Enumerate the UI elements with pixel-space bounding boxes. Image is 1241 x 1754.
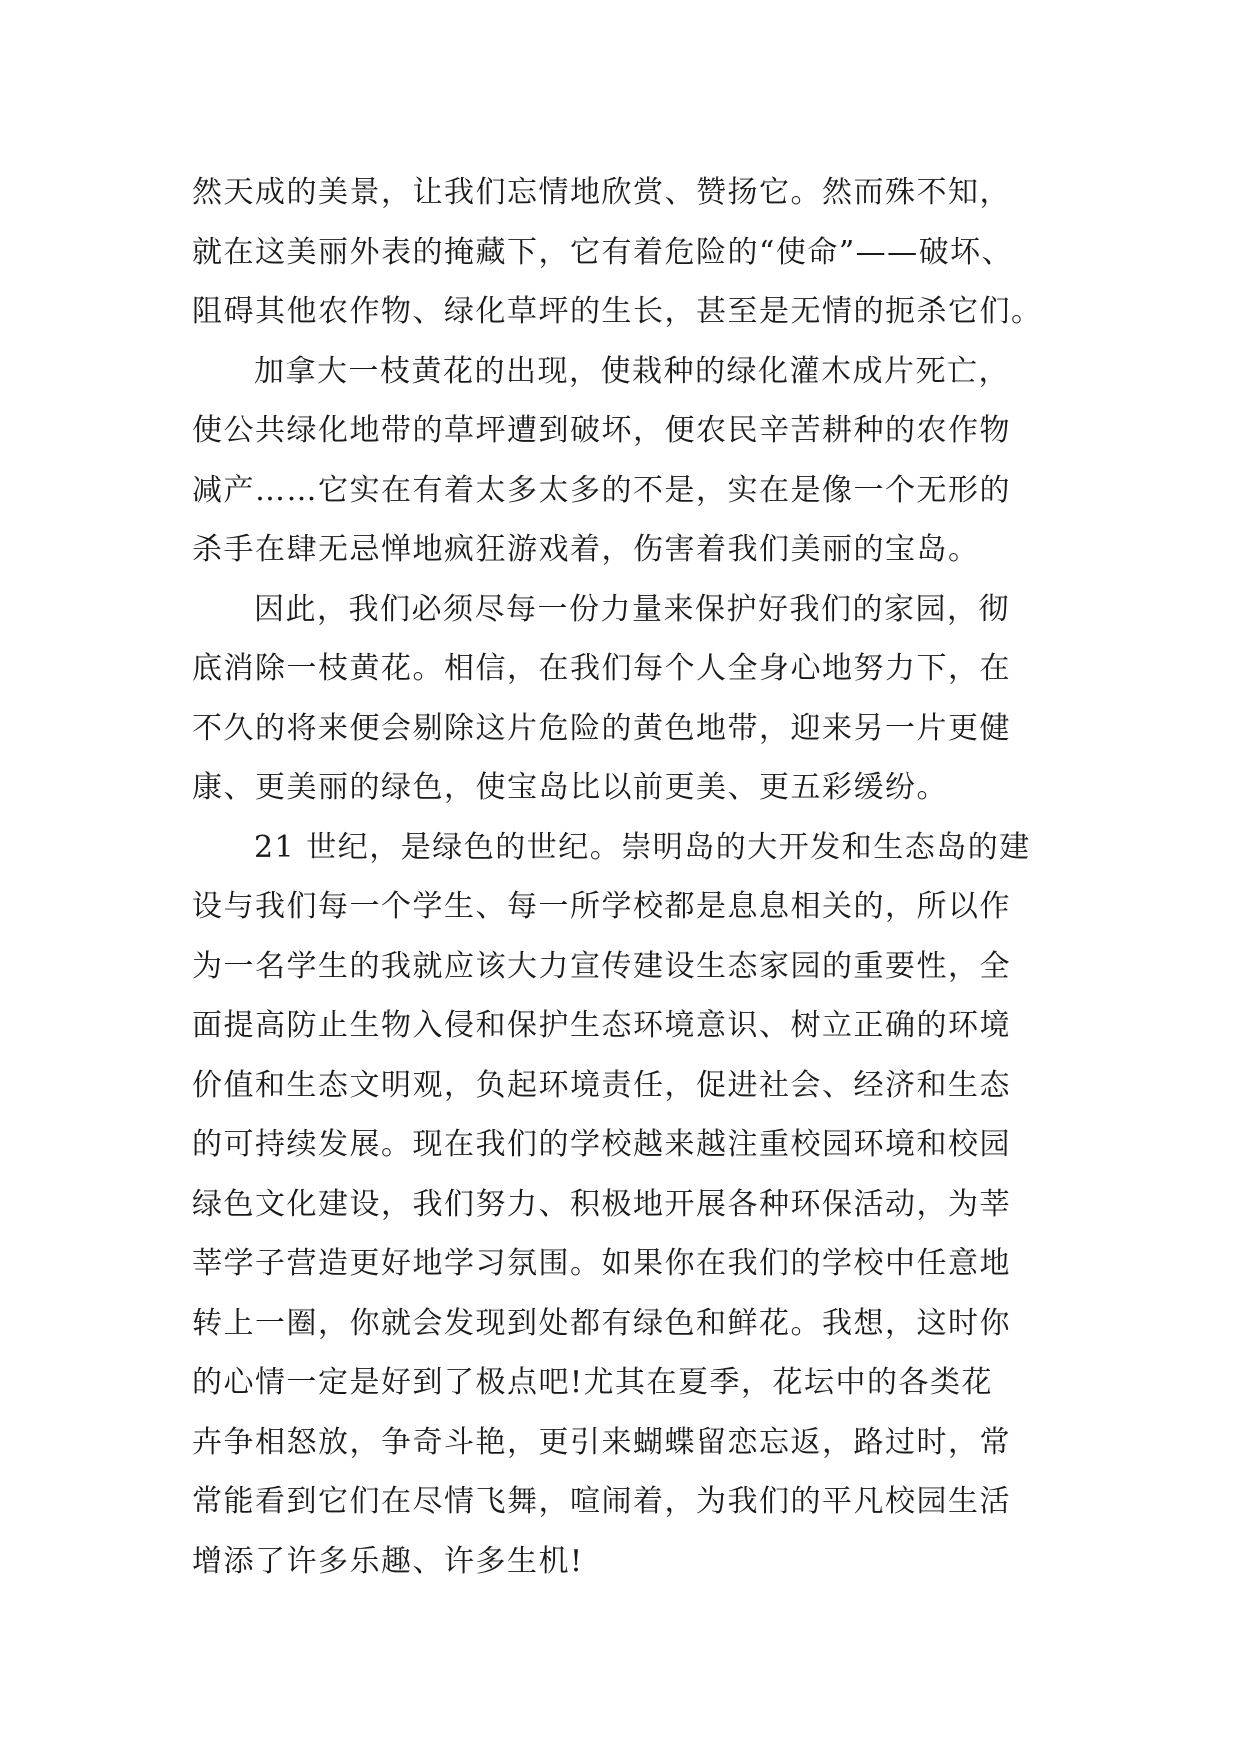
- text-line: 转上一圈，你就会发现到处都有绿色和鲜花。我想，这时你: [192, 1305, 1011, 1341]
- text-line: 为一名学生的我就应该大力宣传建设生态家园的重要性，全: [192, 948, 1011, 984]
- text-line: 卉争相怒放，争奇斗艳，更引来蝴蝶留恋忘返，路过时，常: [192, 1424, 1011, 1460]
- text-line: 康、更美丽的绿色，使宝岛比以前更美、更五彩缓纷。: [192, 770, 948, 805]
- text-line: 常能看到它们在尽情飞舞，喧闹着，为我们的平凡校园生活: [192, 1484, 1011, 1519]
- text-line: 使公共绿化地带的草坪遭到破坏，便农民辛苦耕种的农作物: [192, 413, 1011, 448]
- text-line: 设与我们每一个学生、每一所学校都是息息相关的，所以作: [192, 889, 1011, 924]
- text-line: 减产……它实在有着太多太多的不是，实在是像一个无形的: [192, 472, 1011, 508]
- text-line: 的可持续发展。现在我们的学校越来越注重校园环境和校园: [192, 1127, 1011, 1162]
- paragraph-first-line: 21 世纪，是绿色的世纪。崇明岛的大开发和生态岛的建: [254, 829, 1031, 865]
- text-line: 莘学子营造更好地学习氛围。如果你在我们的学校中任意地: [192, 1246, 1011, 1281]
- text-line: 增添了许多乐趣、许多生机!: [192, 1543, 584, 1579]
- body-text: [192, 163, 1052, 1591]
- text-line: 面提高防止生物入侵和保护生态环境意识、树立正确的环境: [192, 1008, 1011, 1043]
- text-line: 的心情一定是好到了极点吧!尤其在夏季，花坛中的各类花: [192, 1365, 994, 1400]
- text-line: 价值和生态文明观，负起环境责任，促进社会、经济和生态: [192, 1067, 1011, 1103]
- text-line: 阻碍其他农作物、绿化草坪的生长，甚至是无情的扼杀它们。: [192, 294, 1043, 329]
- text-line: 就在这美丽外表的掩藏下，它有着危险的“使命”——破坏、: [192, 234, 1014, 270]
- paragraph-first-line: 因此，我们必须尽每一份力量来保护好我们的家园，彻: [254, 591, 1010, 627]
- text-line: 不久的将来便会剔除这片危险的黄色地带，迎来另一片更健: [192, 710, 1011, 746]
- paragraph-first-line: 加拿大一枝黄花的出现，使栽种的绿化灌木成片死亡，: [254, 353, 1010, 389]
- text-line: 绿色文化建设，我们努力、积极地开展各种环保活动，为莘: [192, 1186, 1011, 1222]
- text-line: 然天成的美景，让我们忘情地欣赏、赞扬它。然而殊不知，: [192, 175, 1011, 210]
- text-line: 杀手在肆无忌惮地疯狂游戏着，伤害着我们美丽的宝岛。: [192, 532, 980, 567]
- text-line: 底消除一枝黄花。相信，在我们每个人全身心地努力下，在: [192, 651, 1011, 686]
